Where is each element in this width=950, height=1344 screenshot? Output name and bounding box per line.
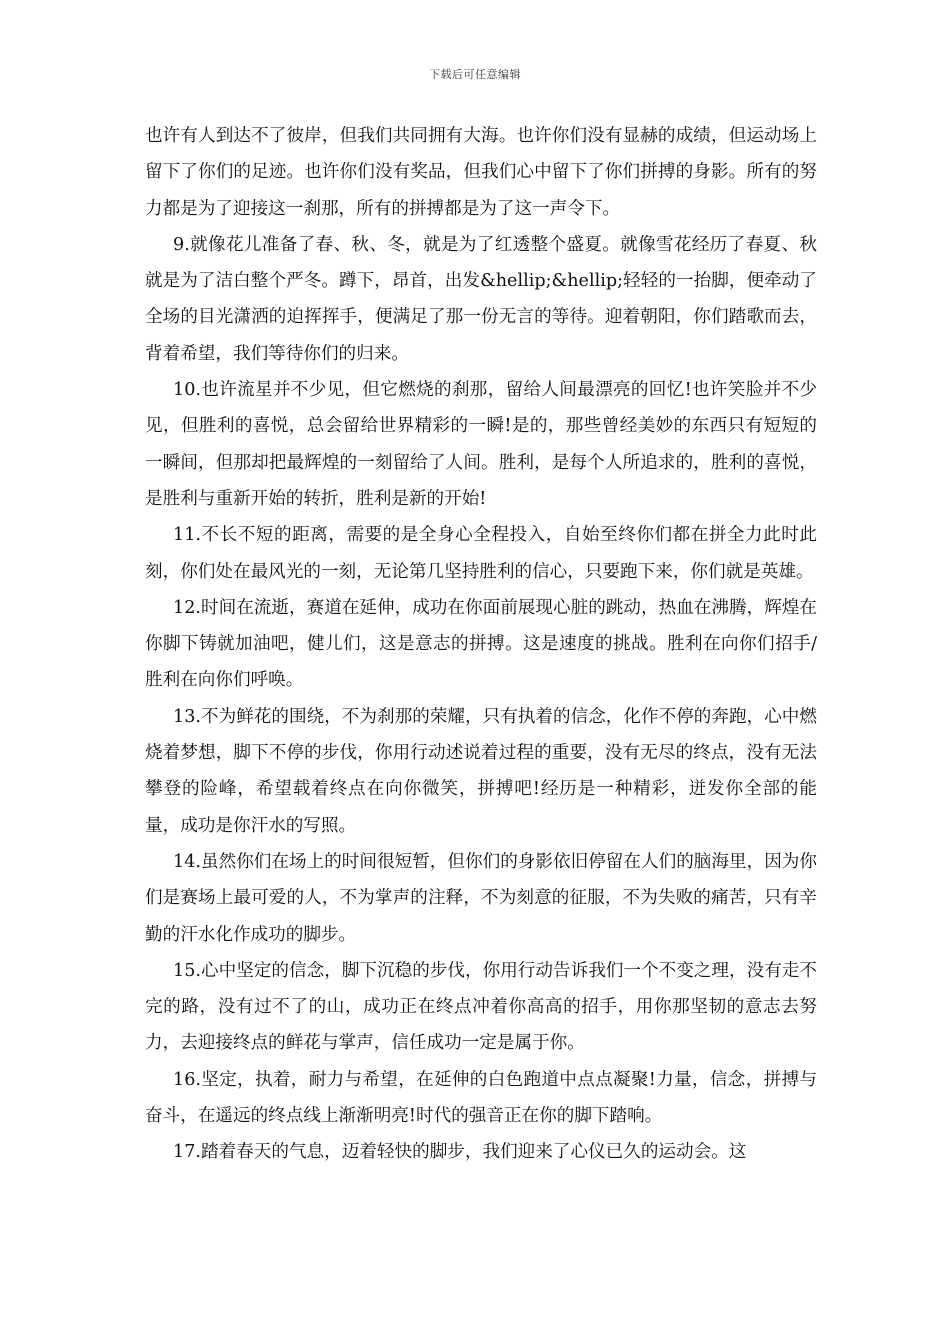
paragraph-17: 17.踏着春天的气息，迈着轻快的脚步，我们迎来了心仪已久的运动会。这 bbox=[173, 1142, 747, 1163]
paragraph-16: 16.坚定，执着，耐力与希望，在延伸的白色跑道中点点凝聚!力量，信念，拼搏与奋斗，在遥远的终点线上渐渐明亮!时代的强音正在你的脚下踏响。 bbox=[145, 1069, 817, 1127]
paragraph-11: 11.不长不短的距离，需要的是全身心全程投入，自始至终你们都在拼全力此时此刻，你们处在最风光的一刻，无论第几坚持胜利的信心，只要跑下来，你们就是英雄。 bbox=[145, 525, 817, 582]
paragraph-13: 13.不为鲜花的围绕，不为刹那的荣耀，只有执着的信念，化作不停的奔跑，心中燃烧着梦想，脚下不停的步伐，你用行动述说着过程的重要，没有无尽的终点，没有无法攀登的险峰，希望载着终点在向你微笑，拼搏吧!经历是一种精彩，迸发你全部的能量，成功是你汗水的写照。 bbox=[145, 706, 817, 836]
paragraph-12: 12.时间在流逝，赛道在延伸，成功在你面前展现心脏的跳动，热血在沸腾，辉煌在你脚下铸就加油吧，健儿们，这是意志的拼搏。这是速度的挑战。胜利在向你们招手/胜利在向你们呼唤。 bbox=[145, 597, 817, 691]
paragraph-continued: 也许有人到达不了彼岸，但我们共同拥有大海。也许你们没有显赫的成绩，但运动场上留下了你们的足迹。也许你们没有奖品，但我们心中留下了你们拼搏的身影。所有的努力都是为了迎接这一刹那，所有的拼搏都是为了这一声令下。 bbox=[145, 126, 817, 219]
paragraph-9: 9.就像花儿准备了春、秋、冬，就是为了红透整个盛夏。就像雪花经历了春夏、秋就是为了洁白整个严冬。蹲下，昂首，出发&hellip;&hellip;轻轻的一抬脚，便牵动了全场的目光潇洒的迫挥挥手，便满足了那一份无言的等待。迎着朝阳，你们踏歌而去，背着希望，我们等待你们的归来。 bbox=[145, 234, 817, 364]
document-body bbox=[145, 118, 817, 1171]
paragraph-10: 10.也许流星并不少见，但它燃烧的刹那，留给人间最漂亮的回忆!也许笑脸并不少见，但胜利的喜悦，总会留给世界精彩的一瞬!是的，那些曾经美妙的东西只有短短的一瞬间，但那却把最辉煌的一刻留给了人间。胜利，是每个人所追求的，胜利的喜悦，是胜利与重新开始的转折，胜利是新的开始! bbox=[145, 380, 817, 509]
paragraph-14: 14.虽然你们在场上的时间很短暂，但你们的身影依旧停留在人们的脑海里，因为你们是赛场上最可爱的人，不为掌声的注释，不为刻意的征服，不为失败的痛苦，只有辛勤的汗水化作成功的脚步。 bbox=[145, 851, 817, 945]
page-header: 下载后可任意编辑 bbox=[429, 68, 521, 81]
paragraph-15: 15.心中坚定的信念，脚下沉稳的步伐，你用行动告诉我们一个不变之理，没有走不完的路，没有过不了的山，成功正在终点冲着你高高的招手，用你那坚韧的意志去努力，去迎接终点的鲜花与掌声，信任成功一定是属于你。 bbox=[145, 960, 817, 1054]
